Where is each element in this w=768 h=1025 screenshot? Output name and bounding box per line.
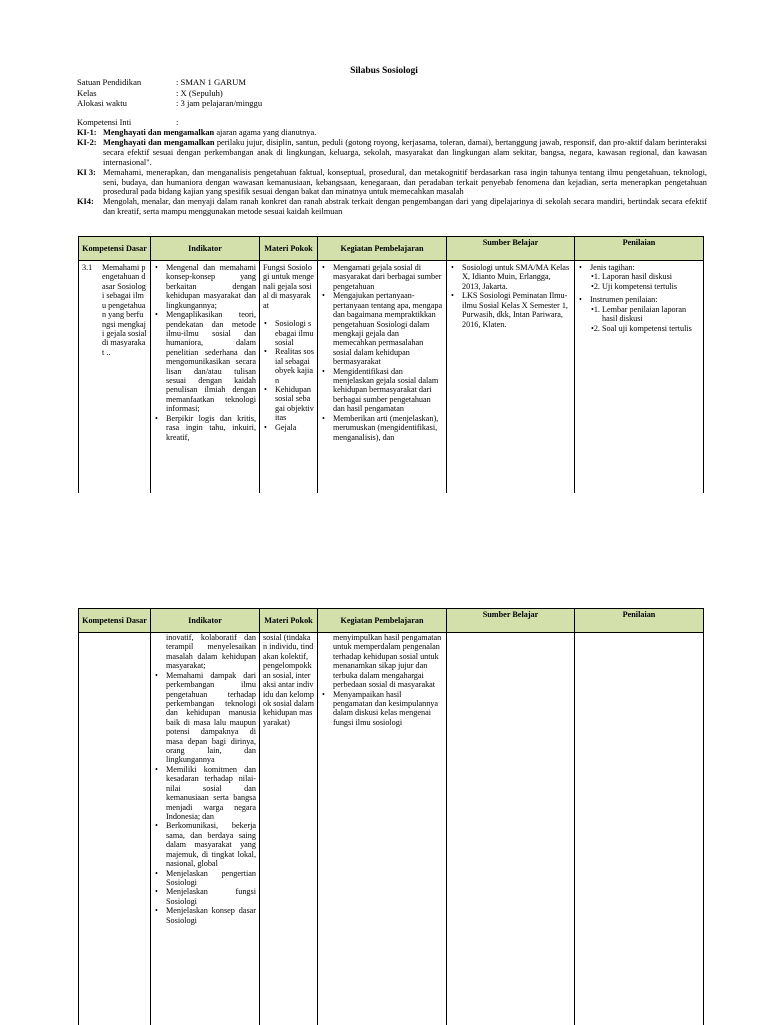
header-penilaian: Penilaian [575, 609, 704, 633]
header-materi-pokok: Materi Pokok [260, 609, 318, 633]
header-sumber-belajar: Sumber Belajar [447, 609, 575, 633]
instrumen-list [590, 305, 700, 333]
school-info [77, 77, 262, 109]
ki-text [103, 128, 707, 138]
materi-cell [260, 261, 318, 493]
header-penilaian: Penilaian [575, 237, 704, 261]
list-item: • Mengenal dan memahami konsep-konsep yang berkaitan dengan kehidupan masyarakat dan lingkungannya; [166, 263, 256, 310]
ki-body: perilaku jujur, disiplin, santun, peduli (gotong royong, kerjasama, toleran, damai), bertanggung jawab, responsif, dan pro-aktif dalam berinteraksi secara efektif sesuai dengan perkembangan anak di lingkungan, keluarga, sekolah, masyarakat dan lingkungan alam sekitar, bangsa, negara, kawasan regional, dan kawasan internasional". [103, 137, 708, 167]
syllabus-table-page2 [78, 608, 704, 1025]
info-label: Satuan Pendidikan [77, 77, 142, 87]
sumber-cell [447, 633, 575, 1025]
list-item: • Sosiologi sebagai ilmu sosial [275, 319, 314, 347]
instrumen-label: Instrumen penilaian: [590, 295, 658, 305]
kegiatan-cell [318, 633, 447, 1025]
ki-body: ajaran agama yang dianutnya. [214, 128, 317, 137]
list-item: • Menjelaskan fungsi Sosiologi [166, 887, 256, 906]
ki-heading-row [77, 118, 707, 128]
list-item: • Realitas sosial sebagai obyek kajian [275, 347, 314, 385]
ki-bold: Menghayati dan mengamalkan [103, 137, 215, 147]
header-sumber-belajar: Sumber Belajar [447, 237, 575, 261]
kegiatan-cell [318, 261, 447, 493]
materi-cell [260, 633, 318, 1025]
kd-text: Memahami pengetahuan dasar Sosiologi sebagai ilmu pengetahuan yang berfungsi mengkaji gejala sosial di masyarakat .. [102, 263, 147, 357]
list-item: • 2. Uji kompetensi tertulis [602, 282, 700, 291]
ki-3 [77, 168, 707, 198]
header-kegiatan: Kegiatan Pembelajaran [318, 609, 447, 633]
list-item: • Memahami dampak dari perkembangan ilmu pengetahuan terhadap perkembangan teknologi dan kehidupan manusia baik di masa lalu maupun potensi dampaknya di masa depan bagi dirinya, orang lain, dan lingkungannya [166, 671, 256, 765]
list-item: • Mengaplikasikan teori, pendekatan dan metode ilmu-ilmu sosial dan humaniora, dalam penelitian sederhana dan mengomunikasikan secara lisan dan/atau tulisan sesuai dengan kaidah penulisan ilmiah dengan memanfaatkan teknologi informasi; [166, 310, 256, 414]
indikator-list [154, 633, 256, 925]
kd-cell [79, 633, 151, 1025]
list-item: • Berkomunikasi, bekerja sama, dan berdaya saing dalam masyarakat yang majemuk, di tingkat lokal, nasional, global [166, 821, 256, 868]
list-item [590, 263, 700, 291]
list-item: • Mengamati gejala sosial di masyarakat dari berbagai sumber pengetahuan [333, 263, 443, 291]
list-item: • Memiliki komitmen dan kesadaran terhadap nilai-nilai sosial dan kemanusiaan serta bangsa menjadi warga negara Indonesia; dan [166, 765, 256, 822]
ki-heading: Kompetensi Inti [77, 118, 132, 127]
ki-text: Mengolah, menalar, dan menyaji dalam ranah konkret dan ranah abstrak terkait dengan pengembangan dari yang dipelajarinya di sekolah secara mandiri, bertindak secara efektif dan kreatif, serta mampu menggunakan metode sesuai kaidah keilmuan [103, 197, 707, 217]
list-item: • 1. Lembar penilaian laporan hasil diskusi [602, 305, 700, 324]
list-item: • 2. Soal uji kompetensi tertulis [602, 324, 700, 333]
list-item: • Memberikan arti (menjelaskan), merumuskan (mengidentifikasi, menganalisis), dan [333, 414, 443, 442]
kegiatan-continued: menyimpulkan hasil pengamatan untuk memperdalam pengenalan terhadap kehidupan sosial untuk menanamkan sikap jujur dan terbuka dalam mengahargai perbedaan sosial di masyarakat [333, 633, 442, 690]
list-item [590, 295, 700, 333]
ki-text [103, 138, 707, 168]
indikator-cell [151, 261, 260, 493]
materi-list [263, 319, 314, 432]
ki-label: KI 3: [77, 167, 96, 177]
info-row-kelas [77, 88, 262, 99]
list-item: • LKS Sosiologi Peminatan Ilmu-ilmu Sosial Kelas X Semester 1, Purwasih, dkk, Intan Pariwara, 2016, Klaten. [462, 291, 571, 329]
penilaian-cell [575, 633, 704, 1025]
header-indikator: Indikator [151, 237, 260, 261]
kd-cell [79, 261, 151, 493]
header-kompetensi-dasar: Kompetensi Dasar [79, 237, 151, 261]
ki-bold: Menghayati dan mengamalkan [103, 128, 215, 137]
materi-intro: Fungsi Sosiologi untuk mengenali gejala sosial di masyarakat [263, 263, 314, 310]
kegiatan-list [321, 690, 443, 728]
info-value: : SMAN 1 GARUM [176, 77, 246, 87]
penilaian-list [578, 263, 700, 333]
ki-label: KI4: [77, 197, 94, 207]
info-row-alokasi [77, 98, 262, 109]
kegiatan-list [321, 263, 443, 442]
indikator-cell [151, 633, 260, 1025]
list-item: • Menyampaikan hasil pengamatan dan kesimpulannya dalam diskusi kelas mengenai fungsi ilmu sosiologi [333, 690, 443, 728]
header-kompetensi-dasar: Kompetensi Dasar [79, 609, 151, 633]
sumber-cell [447, 261, 575, 493]
jenis-list [590, 272, 700, 291]
kd-number: 3.1 [82, 263, 93, 272]
ki-2 [77, 138, 707, 168]
info-label: Alokasi waktu [77, 98, 127, 109]
ki-4 [77, 197, 707, 217]
list-item: • Gejala [275, 423, 314, 432]
penilaian-cell [575, 261, 704, 493]
ki-label: KI-1: [77, 128, 97, 137]
ki-label: KI-2: [77, 137, 97, 147]
document-title: Silabus Sosiologi [350, 66, 418, 76]
syllabus-table-page1 [78, 236, 704, 493]
info-label: Kelas [77, 87, 97, 98]
info-value: : X (Sepuluh) [176, 87, 223, 98]
list-item: • Mengajukan pertanyaan-pertanyaan tentang apa, mengapa dan bagaimana mempraktikkan pengetahuan Sosiologi dalam mengkaji gejala dan memecahkan permasalahan sosial dalam kehidupan bermasyarakat [333, 291, 443, 366]
header-indikator: Indikator [151, 609, 260, 633]
list-item: • Kehidupan sosial sebagai objektivitas [275, 385, 314, 423]
indikator-list [154, 263, 256, 442]
list-item-continued: inovatif, kolaboratif dan terampil menyelesaikan masalah dalam kehidupan masyarakat; [166, 633, 256, 671]
info-row-satuan [77, 77, 262, 88]
ki-text: Memahami, menerapkan, dan menganalisis pengetahuan faktual, konseptual, prosedural, dan metakognitif berdasarkan rasa ingin tahunya tentang ilmu pengetahuan, teknologi, seni, budaya, dan humaniora dengan wawasan kemanusiaan, kebangsaan, kenegaraan, dan peradaban terkait penyebab fenomena dan kejadian, serta menerapkan pengetahuan prosedural pada bidang kajian yang spesifik sesuai dengan bakat dan minatnya untuk memecahkan masalah [103, 167, 707, 197]
list-item: • Mengidentifikasi dan menjelaskan gejala sosial dalam kehidupan bermasyarakat dari berbagai sumber pengetahuan dan hasil pengamatan [333, 367, 443, 414]
sumber-list [450, 263, 571, 329]
list-item: • 1. Laporan hasil diskusi [602, 272, 700, 281]
header-materi-pokok: Materi Pokok [260, 237, 318, 261]
list-item: • Menjelaskan pengertian Sosiologi [166, 869, 256, 888]
list-item: • Menjelaskan konsep dasar Sosiologi [166, 906, 256, 925]
jenis-label: Jenis tagihan: [590, 263, 635, 272]
ki-1 [77, 128, 707, 138]
ki-colon: : [176, 118, 179, 127]
kd-item [82, 263, 147, 357]
kompetensi-inti [77, 118, 707, 217]
materi-continued: sosial (tindakan individu, tindakan kolektif, pengelompokkan sosial, interaksi antar individu dan kelompok sosial dalam kehidupan masyarakat) [263, 633, 314, 727]
list-item: • Sosiologi untuk SMA/MA Kelas X, Idianto Muin, Erlangga, 2013, Jakarta. [462, 263, 571, 291]
info-value: : 3 jam pelajaran/minggu [176, 98, 263, 109]
list-item: • Berpikir logis dan kritis, rasa ingin tahu, inkuiri, kreatif, [166, 414, 256, 442]
header-kegiatan: Kegiatan Pembelajaran [318, 237, 447, 261]
